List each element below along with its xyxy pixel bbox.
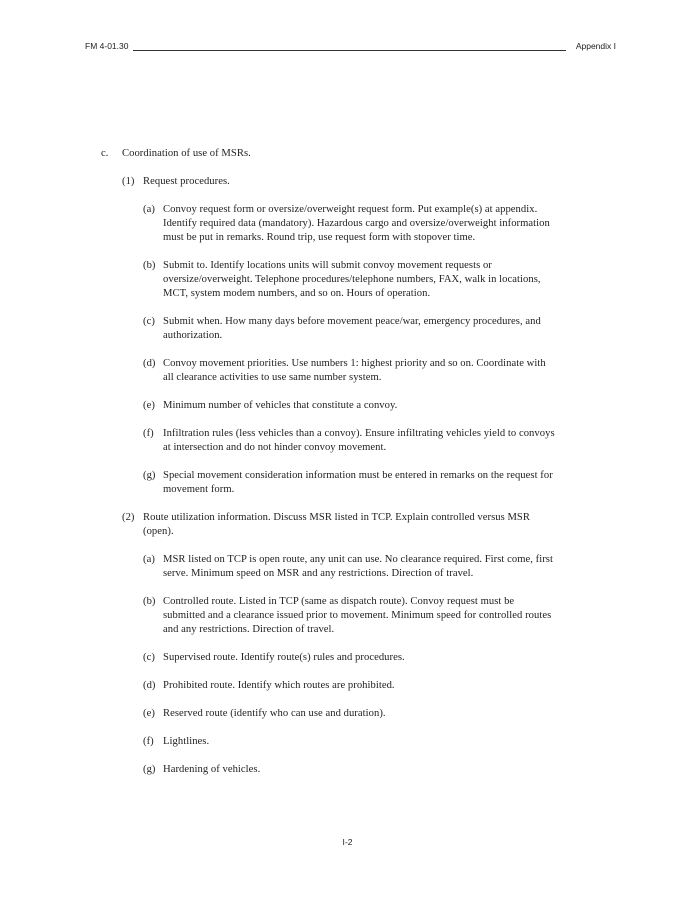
text-line: serve. Minimum speed on MSR and any restrictions. Direction of travel.	[163, 568, 474, 580]
manual-number: FM 4-01.30	[85, 41, 129, 51]
paragraph-marker: (b)	[143, 596, 156, 607]
text-line: must be put in remarks. Round trip, use request form with stopover time.	[163, 232, 476, 244]
paragraph	[143, 259, 541, 302]
paragraph	[122, 175, 230, 189]
paragraph-text	[163, 763, 260, 777]
paragraph-text	[163, 357, 546, 385]
paragraph	[143, 735, 209, 749]
paragraph	[143, 469, 553, 497]
text-line: Identify required data (mandatory). Hazardous cargo and oversize/overweight information	[163, 218, 550, 230]
text-line: Route utilization information. Discuss MSR listed in TCP. Explain controlled versus MSR	[143, 512, 530, 523]
paragraph-text	[163, 315, 541, 343]
paragraph	[143, 203, 550, 246]
paragraph	[143, 427, 555, 455]
text-line: Convoy movement priorities. Use numbers 1: highest priority and so on. Coordinate with	[163, 358, 546, 369]
paragraph-text	[163, 735, 209, 749]
paragraph-text	[122, 147, 251, 161]
paragraph-marker: (g)	[143, 764, 156, 775]
paragraph	[143, 399, 397, 413]
paragraph	[143, 707, 386, 721]
paragraph-marker: (d)	[143, 680, 156, 691]
paragraph-text	[163, 595, 551, 638]
text-line: Submit to. Identify locations units will submit convoy movement requests or	[163, 260, 492, 271]
text-line: at intersection and do not hinder convoy movement.	[163, 442, 387, 454]
paragraph-marker: (e)	[143, 708, 155, 719]
paragraph-text	[163, 651, 405, 665]
paragraph-marker: (f)	[143, 736, 154, 747]
paragraph	[143, 357, 546, 385]
text-line: Prohibited route. Identify which routes are prohibited.	[163, 680, 395, 691]
text-line: Request procedures.	[143, 176, 230, 187]
paragraph	[143, 651, 405, 665]
text-line: MSR listed on TCP is open route, any unit can use. No clearance required. First come, first	[163, 554, 553, 565]
paragraph-marker: (a)	[143, 554, 155, 565]
text-line: Reserved route (identify who can use and duration).	[163, 708, 386, 719]
appendix-label: Appendix I	[575, 41, 616, 51]
paragraph-marker: (f)	[143, 428, 154, 439]
paragraph-text	[163, 259, 541, 302]
paragraph	[122, 511, 530, 539]
text-line: Supervised route. Identify route(s) rules and procedures.	[163, 652, 405, 663]
text-line: Minimum number of vehicles that constitute a convoy.	[163, 400, 398, 411]
paragraph-text	[163, 399, 397, 413]
paragraph-marker: (e)	[143, 400, 155, 411]
paragraph	[143, 763, 260, 777]
paragraph	[143, 595, 551, 638]
text-line: Special movement consideration information must be entered in remarks on the request for	[163, 470, 553, 481]
page-header	[85, 41, 616, 53]
text-line: (open).	[143, 526, 174, 538]
text-line: Lightlines.	[163, 736, 210, 747]
paragraph-marker: (b)	[143, 260, 156, 271]
paragraph-text	[163, 553, 553, 581]
text-line: submitted and a clearance issued prior to movement. Minimum speed for controlled routes	[163, 610, 552, 622]
text-line: movement form.	[163, 484, 235, 496]
text-line: Submit when. How many days before movement peace/war, emergency procedures, and	[163, 316, 541, 327]
paragraph-text	[163, 203, 550, 246]
paragraph-text	[163, 469, 553, 497]
text-line: Convoy request form or oversize/overweight request form. Put example(s) at appendix.	[163, 204, 538, 215]
text-line: all clearance activities to use same number system.	[163, 372, 382, 384]
paragraph-text	[163, 679, 395, 693]
text-line: Hardening of vehicles.	[163, 764, 261, 775]
text-line: and any restrictions. Direction of travel.	[163, 624, 335, 636]
text-line: oversize/overweight. Telephone procedures/telephone numbers, FAX, walk in locations,	[163, 274, 541, 286]
text-line: Controlled route. Listed in TCP (same as dispatch route). Convoy request must be	[163, 596, 515, 607]
paragraph	[143, 553, 553, 581]
text-line: MCT, system modem numbers, and so on. Hours of operation.	[163, 288, 431, 300]
paragraph-marker: (c)	[143, 652, 155, 663]
paragraph-text	[143, 511, 530, 539]
paragraph-marker: (2)	[122, 512, 135, 523]
paragraph-text	[163, 707, 386, 721]
paragraph	[101, 147, 251, 161]
text-line: Infiltration rules (less vehicles than a convoy). Ensure infiltrating vehicles yield to convoys	[163, 428, 555, 439]
text-line: authorization.	[163, 330, 223, 342]
paragraph-marker: (g)	[143, 470, 156, 481]
paragraph	[143, 315, 541, 343]
header-rule	[133, 50, 566, 51]
paragraph-marker: c.	[101, 148, 109, 159]
paragraph-marker: (a)	[143, 204, 155, 215]
paragraph-marker: (1)	[122, 176, 135, 187]
paragraph-marker: (d)	[143, 358, 156, 369]
page-number: I-2	[342, 837, 353, 847]
paragraph-text	[163, 427, 555, 455]
paragraph	[143, 679, 395, 693]
paragraph-text	[143, 175, 230, 189]
text-line: Coordination of use of MSRs.	[122, 148, 251, 159]
paragraph-marker: (c)	[143, 316, 155, 327]
